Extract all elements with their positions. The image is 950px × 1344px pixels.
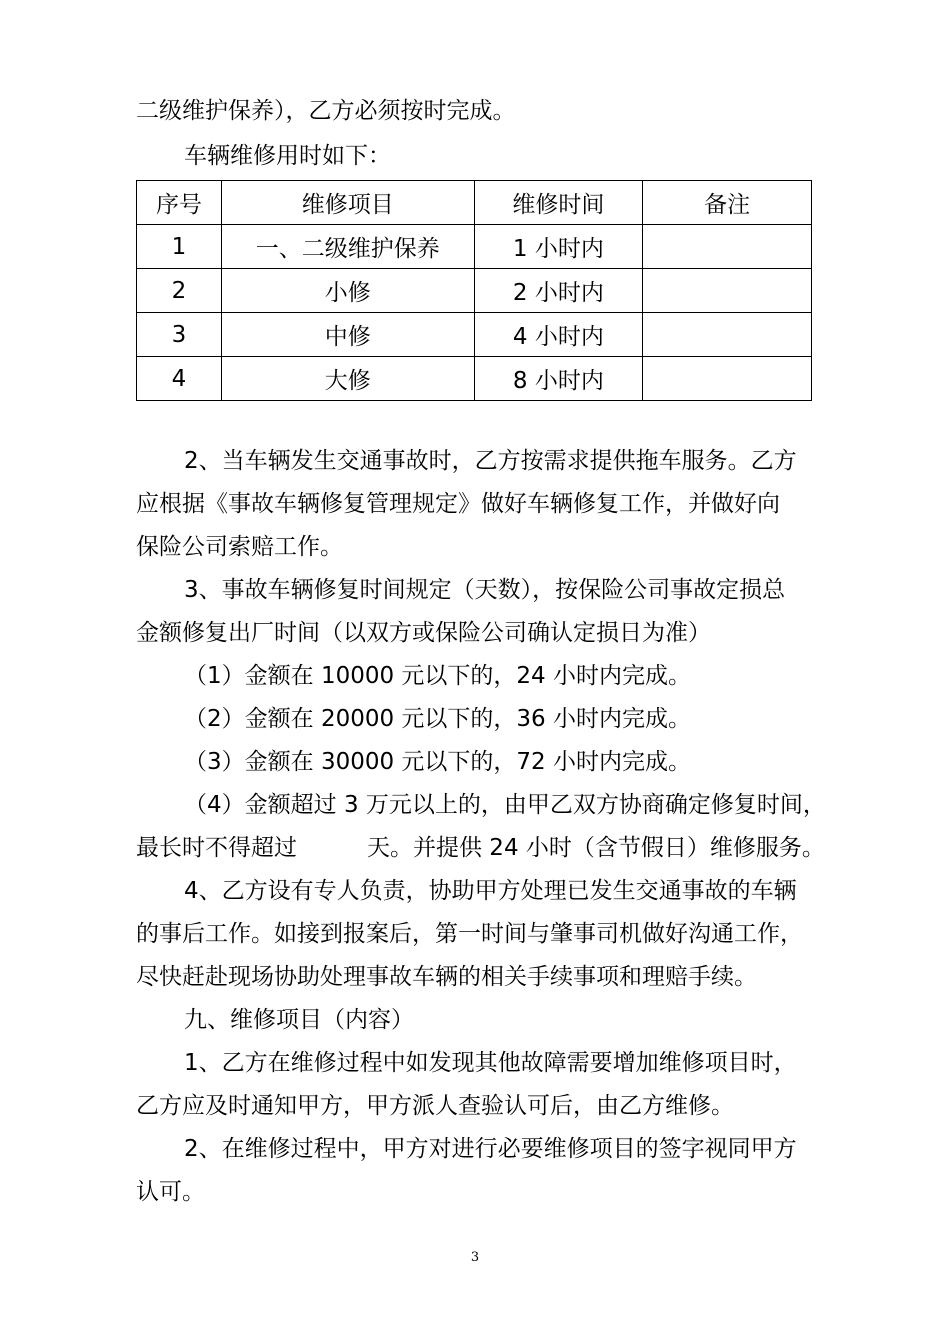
cell-remark — [643, 225, 812, 269]
header-time: 维修时间 — [474, 181, 643, 225]
cell-index: 1 — [137, 225, 222, 269]
cell-remark — [643, 357, 812, 401]
paragraph-line: 2、当车辆发生交通事故时，乙方按需求提供拖车服务。乙方 — [184, 448, 797, 474]
paragraph-line: 二级维护保养），乙方必须按时完成。 — [136, 98, 516, 124]
table-header-row — [137, 181, 812, 225]
cell-item: 中修 — [221, 313, 474, 357]
cell-index: 4 — [137, 357, 222, 401]
repair-time-table — [136, 180, 812, 401]
paragraph-line: 金额修复出厂时间（以双方或保险公司确认定损日为准） — [136, 620, 711, 646]
cell-time: 8 小时内 — [474, 357, 643, 401]
paragraph-line: 应根据《事故车辆修复管理规定》做好车辆修复工作，并做好向 — [136, 491, 780, 517]
table-row — [137, 357, 812, 401]
list-item: （1）金额在 10000 元以下的，24 小时内完成。 — [184, 663, 691, 689]
paragraph-line: 乙方应及时通知甲方，甲方派人查验认可后，由乙方维修。 — [136, 1093, 734, 1119]
page-number: 3 — [470, 1250, 480, 1265]
cell-time: 1 小时内 — [474, 225, 643, 269]
section-heading: 九、维修项目（内容） — [184, 1007, 414, 1033]
cell-index: 3 — [137, 313, 222, 357]
paragraph-line: 保险公司索赔工作。 — [136, 534, 343, 560]
paragraph-line: 认可。 — [136, 1179, 205, 1205]
table-row — [137, 313, 812, 357]
paragraph-line: 3、事故车辆修复时间规定（天数），按保险公司事故定损总 — [184, 577, 786, 603]
paragraph-line: 1、乙方在维修过程中如发现其他故障需要增加维修项目时， — [184, 1050, 797, 1076]
table-row — [137, 269, 812, 313]
paragraph-line: 4、乙方设有专人负责，协助甲方处理已发生交通事故的车辆 — [184, 878, 797, 904]
paragraph-line: 尽快赶赴现场协助处理事故车辆的相关手续事项和理赔手续。 — [136, 964, 757, 990]
cell-time: 4 小时内 — [474, 313, 643, 357]
cell-index: 2 — [137, 269, 222, 313]
cell-item: 小修 — [221, 269, 474, 313]
paragraph-line: 2、在维修过程中，甲方对进行必要维修项目的签字视同甲方 — [184, 1136, 797, 1162]
text-segment: 天。并提供 24 小时（含节假日）维修服务。 — [367, 835, 825, 861]
paragraph-line — [136, 833, 825, 863]
list-item: （2）金额在 20000 元以下的，36 小时内完成。 — [184, 706, 691, 732]
cell-remark — [643, 269, 812, 313]
list-item: （4）金额超过 3 万元以上的，由甲乙双方协商确定修复时间， — [184, 792, 826, 818]
table-row — [137, 225, 812, 269]
header-remark: 备注 — [643, 181, 812, 225]
cell-time: 2 小时内 — [474, 269, 643, 313]
header-index: 序号 — [137, 181, 222, 225]
cell-remark — [643, 313, 812, 357]
table-intro: 车辆维修用时如下： — [184, 143, 391, 169]
paragraph-line: 的事后工作。如接到报案后，第一时间与肇事司机做好沟通工作， — [136, 921, 803, 947]
list-item: （3）金额在 30000 元以下的，72 小时内完成。 — [184, 749, 691, 775]
header-item: 维修项目 — [221, 181, 474, 225]
cell-item: 一、二级维护保养 — [221, 225, 474, 269]
text-segment: 最长时不得超过 — [136, 835, 297, 861]
cell-item: 大修 — [221, 357, 474, 401]
